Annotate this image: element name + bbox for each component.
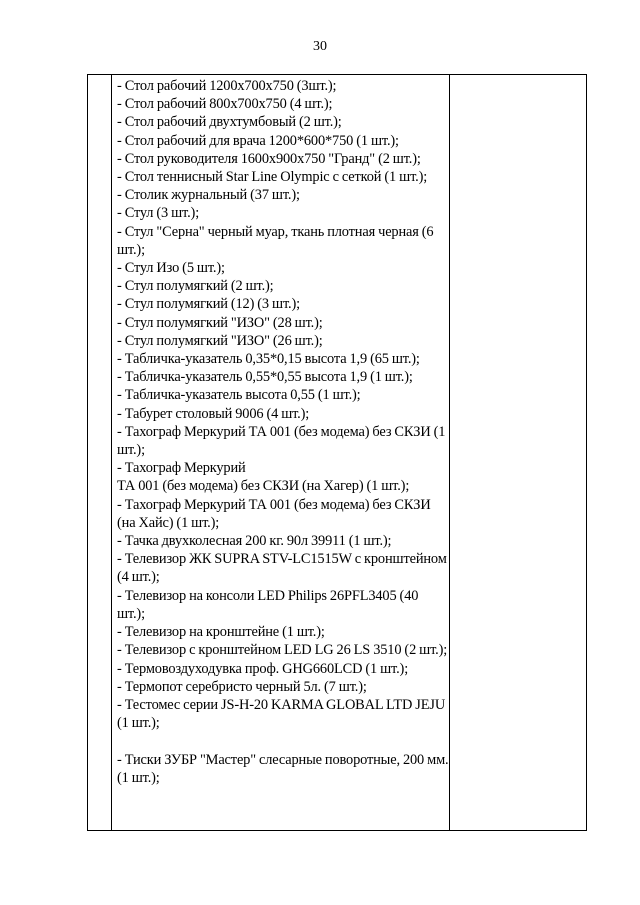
list-item: - Табурет столовый 9006 (4 шт.); <box>117 405 310 422</box>
list-item: - Табличка-указатель 0,35*0,15 высота 1,9 (65 шт.); <box>117 351 420 368</box>
list-item: - Телевизор с кронштейном LED LG 26 LS 3510 (2 шт.); <box>117 642 448 659</box>
list-item: - Стол рабочий для врача 1200*600*750 (1 шт.); <box>117 132 399 149</box>
list-item: - Тачка двухколесная 200 кг. 90л 39911 (1 шт.); <box>117 533 392 550</box>
item-list <box>117 77 449 787</box>
list-item: - Термовоздуходувка проф. GHG660LCD (1 шт.); <box>117 660 409 677</box>
list-item: - Стол рабочий 800х700х750 (4 шт.); <box>117 96 333 113</box>
list-item: - Стул (3 шт.); <box>117 205 200 222</box>
list-item: - Табличка-указатель 0,55*0,55 высота 1,9 (1 шт.); <box>117 369 413 386</box>
list-spacer <box>117 732 449 750</box>
page-number: 30 <box>313 39 327 54</box>
list-item: - Столик журнальный (37 шт.); <box>117 187 300 204</box>
list-item: - Стул Изо (5 шт.); <box>117 260 225 277</box>
list-item: - Стул полумягкий "ИЗО" (28 шт.); <box>117 314 323 331</box>
list-item: - Телевизор на консоли LED Philips 26PFL3405 (40 шт.); <box>117 587 419 622</box>
table-cell-items <box>112 75 450 830</box>
list-item: - Тиски ЗУБР "Мастер" слесарные поворотные, 200 мм. (1 шт.); <box>117 751 449 786</box>
table-cell-index <box>88 75 112 830</box>
list-item: - Табличка-указатель высота 0,55 (1 шт.); <box>117 387 361 404</box>
list-item: ТА 001 (без модема) без СКЗИ (на Хагер) (1 шт.); <box>117 478 410 495</box>
list-item: - Стул полумягкий (12) (3 шт.); <box>117 296 300 313</box>
list-item: - Тахограф Меркурий <box>117 460 246 477</box>
list-item: - Тахограф Меркурий ТА 001 (без модема) без СКЗИ (1 шт.); <box>117 423 446 459</box>
list-item: - Стул полумягкий "ИЗО" (26 шт.); <box>117 332 323 349</box>
items-table <box>87 74 587 831</box>
table-cell-notes <box>450 75 586 830</box>
list-item: - Тахограф Меркурий ТА 001 (без модема) без СКЗИ (на Хайс) (1 шт.); <box>117 496 431 531</box>
list-item: - Телевизор ЖК SUPRA STV-LC1515W с кронштейном (4 шт.); <box>117 551 447 586</box>
list-item: - Стол теннисный Star Line Olympic с сеткой (1 шт.); <box>117 169 428 186</box>
list-item: - Стул "Серна" черный муар, ткань плотная черная (6 шт.); <box>117 223 434 258</box>
list-item: - Стол руководителя 1600х900х750 "Гранд" (2 шт.); <box>117 150 421 167</box>
list-item: - Стол рабочий двухтумбовый (2 шт.); <box>117 114 342 131</box>
list-item: - Термопот серебристо черный 5л. (7 шт.); <box>117 678 367 695</box>
list-item: - Тестомес серии JS-H-20 KARMA GLOBAL LTD JEJU (1 шт.); <box>117 696 446 732</box>
list-item: - Стол рабочий 1200х700х750 (3шт.); <box>117 78 337 94</box>
list-item: - Стул полумягкий (2 шт.); <box>117 278 274 295</box>
list-item: - Телевизор на кронштейне (1 шт.); <box>117 624 325 641</box>
